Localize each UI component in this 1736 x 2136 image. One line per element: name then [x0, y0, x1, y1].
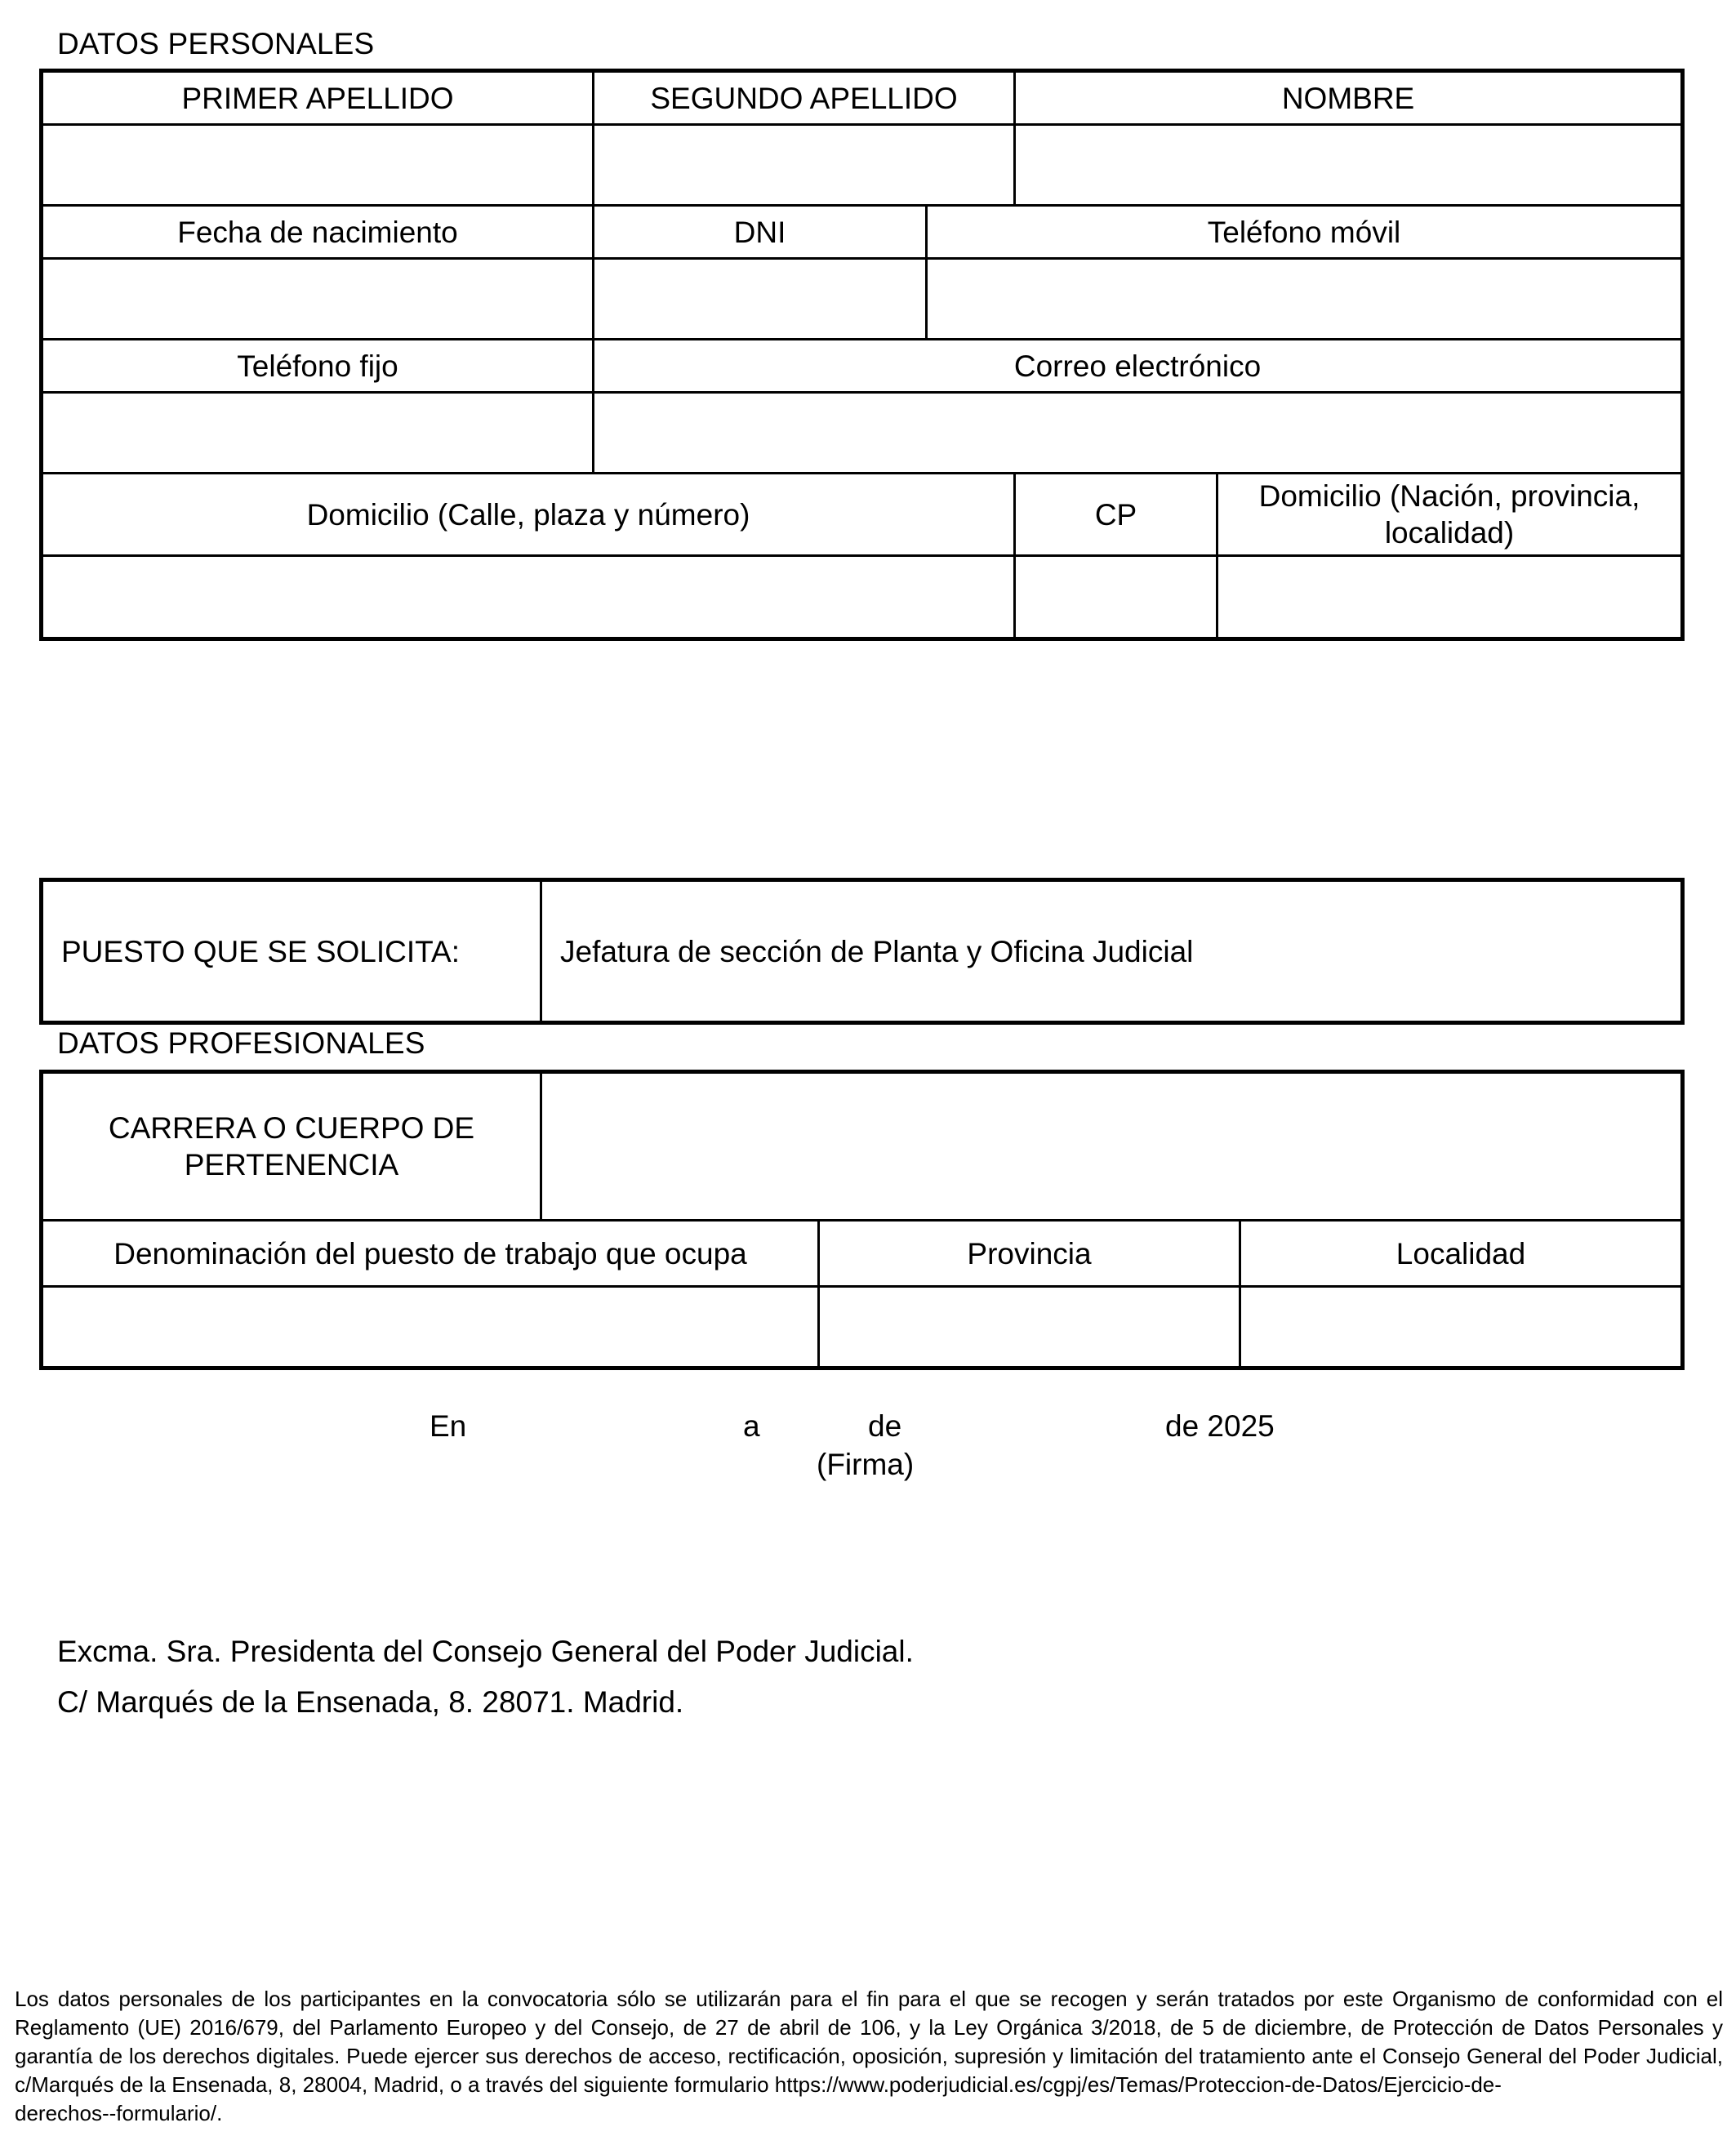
table-row: [42, 393, 1683, 474]
field-localidad[interactable]: [1240, 1287, 1683, 1368]
signature-label-en: En: [430, 1409, 467, 1443]
header-denominacion-puesto: Denominación del puesto de trabajo que ocupa: [42, 1221, 819, 1287]
field-denominacion-puesto[interactable]: [42, 1287, 819, 1368]
field-telefono-fijo[interactable]: [42, 393, 594, 474]
header-correo-electronico: Correo electrónico: [594, 340, 1683, 393]
header-telefono-movil: Teléfono móvil: [927, 206, 1683, 259]
signature-label-firma: (Firma): [817, 1448, 915, 1481]
label-puesto-solicitado: PUESTO QUE SE SOLICITA:: [42, 880, 541, 1023]
field-cp[interactable]: [1015, 556, 1217, 639]
header-domicilio-calle: Domicilio (Calle, plaza y número): [42, 474, 1015, 556]
field-fecha-nacimiento[interactable]: [42, 259, 594, 340]
table-row: [42, 340, 1683, 393]
field-primer-apellido[interactable]: [42, 125, 594, 206]
header-domicilio-nacion: Domicilio (Nación, provincia, localidad): [1217, 474, 1683, 556]
field-telefono-movil[interactable]: [927, 259, 1683, 340]
field-domicilio-nacion[interactable]: [1217, 556, 1683, 639]
field-dni[interactable]: [594, 259, 927, 340]
signature-label-a: a: [743, 1409, 760, 1443]
header-cp: CP: [1015, 474, 1217, 556]
table-row: [42, 125, 1683, 206]
signature-label-de: de: [868, 1409, 902, 1443]
label-carrera-cuerpo-pertenencia: CARRERA O CUERPO DE PERTENENCIA: [42, 1072, 541, 1221]
table-row: [42, 474, 1683, 556]
table-row: [42, 206, 1683, 259]
field-correo-electronico[interactable]: [594, 393, 1683, 474]
field-provincia[interactable]: [819, 1287, 1240, 1368]
table-row: [42, 71, 1683, 125]
field-carrera-cuerpo-pertenencia[interactable]: [541, 1072, 1683, 1221]
header-dni: DNI: [594, 206, 927, 259]
personal-data-table: [39, 69, 1685, 641]
header-nombre: NOMBRE: [1015, 71, 1683, 125]
table-row: [42, 259, 1683, 340]
table-row: [42, 1221, 1683, 1287]
legal-footer: [15, 1985, 1723, 2128]
professional-data-table: [39, 1070, 1685, 1370]
section-caption-datos-profesionales: DATOS PROFESIONALES: [57, 1026, 425, 1060]
signature-label-year: de 2025: [1165, 1409, 1275, 1443]
table-row: [42, 1072, 1683, 1221]
header-telefono-fijo: Teléfono fijo: [42, 340, 594, 393]
section-caption-datos-personales: DATOS PERSONALES: [57, 27, 375, 60]
header-segundo-apellido: SEGUNDO APELLIDO: [594, 71, 1015, 125]
header-localidad: Localidad: [1240, 1221, 1683, 1287]
field-domicilio-calle[interactable]: [42, 556, 1015, 639]
header-fecha-nacimiento: Fecha de nacimiento: [42, 206, 594, 259]
field-nombre[interactable]: [1015, 125, 1683, 206]
value-puesto-solicitado[interactable]: Jefatura de sección de Planta y Oficina Judicial: [541, 880, 1683, 1023]
header-provincia: Provincia: [819, 1221, 1240, 1287]
addressee-line-1: Excma. Sra. Presidenta del Consejo General del Poder Judicial.: [57, 1635, 914, 1668]
header-primer-apellido: PRIMER APELLIDO: [42, 71, 594, 125]
legal-footer-tail: derechos--formulario/.: [15, 2101, 223, 2125]
field-segundo-apellido[interactable]: [594, 125, 1015, 206]
addressee-line-2: C/ Marqués de la Ensenada, 8. 28071. Madrid.: [57, 1685, 684, 1719]
requested-position-table: [39, 878, 1685, 1025]
table-row: [42, 556, 1683, 639]
table-row: [42, 1287, 1683, 1368]
legal-footer-body: Los datos personales de los participantes en la convocatoria sólo se utilizarán para el fin para el que se recogen y serán tratados por este Organismo de conformidad con el Reglamento (UE) 2016/679, del Parlamento Europeo y del Consejo, de 27 de abril de 106, y la Ley Orgánica 3/2018, de 5 de diciembre, de Protección de Datos Personales y garantía de los derechos digitales. Puede ejercer sus derechos de acceso, rectificación, oposición, supresión y limitación del tratamiento ante el Consejo General del Poder Judicial, c/Marqués de la Ensenada, 8, 28004, Madrid, o a través del siguiente formulario https://www.poderjudicial.es/cgpj/es/Temas/Proteccion-de-Datos/Ejercicio-de-: [15, 1987, 1723, 2097]
table-row: [42, 880, 1683, 1023]
